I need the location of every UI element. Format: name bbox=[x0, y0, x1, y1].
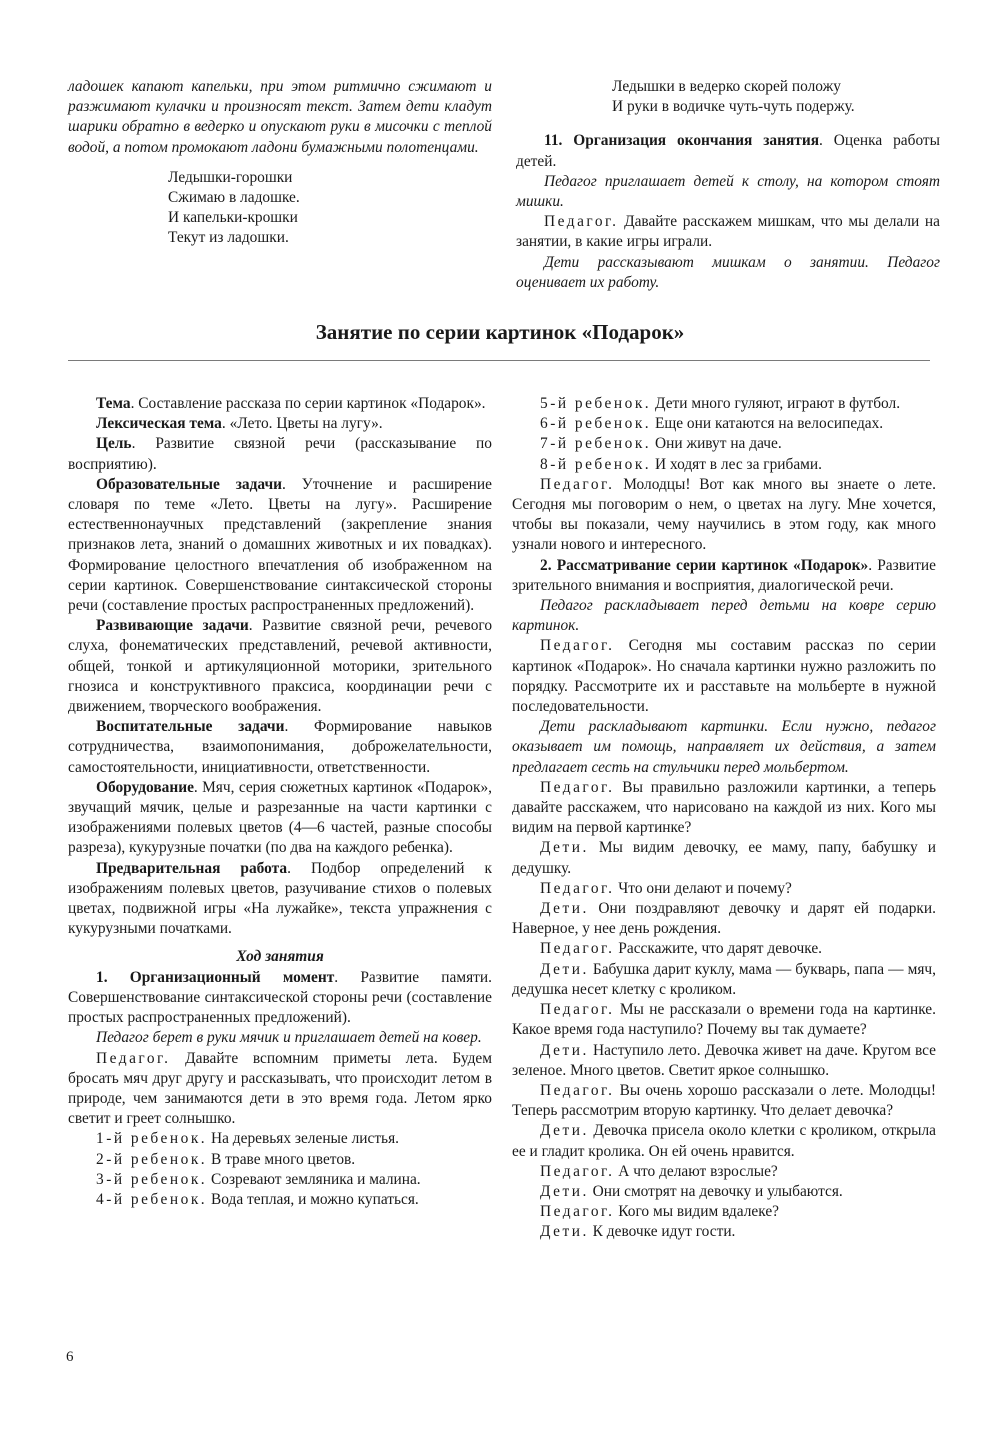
teacher-label: Педагог. bbox=[540, 940, 615, 958]
top-left-column bbox=[68, 77, 492, 249]
child-label: 5-й ребенок. bbox=[540, 395, 652, 412]
children-label: Дети. bbox=[540, 1041, 589, 1059]
child-text: Еще они катаются на велосипедах. bbox=[651, 415, 884, 433]
top-right-column bbox=[516, 77, 940, 293]
children-line bbox=[512, 899, 936, 939]
prep-label: Предварительная работа bbox=[96, 859, 288, 877]
child-label: 1-й ребенок. bbox=[96, 1130, 208, 1148]
teacher-line bbox=[512, 879, 936, 899]
step11-paragraph bbox=[516, 131, 940, 171]
stage-direction: Дети раскладывают картинки. Если нужно, педагог оказывает им помощь, направляет их действия, а затем предлагает сесть на стульчики перед мольбертом. bbox=[512, 718, 936, 776]
child-label: 3-й ребенок. bbox=[96, 1170, 208, 1188]
topic-label: Тема bbox=[96, 395, 131, 412]
prep-paragraph bbox=[68, 859, 492, 940]
children-line bbox=[512, 1041, 936, 1081]
section-title: Занятие по серии картинок «Подарок» bbox=[315, 320, 685, 344]
teacher-text: Вы правильно разложили картинки, а теперь давайте расскажем, что нарисовано на каждой из них. Кого мы видим на первой картинке? bbox=[512, 778, 936, 837]
divider bbox=[68, 360, 930, 361]
teacher-label: Педагог. bbox=[540, 1203, 615, 1221]
body-right-column bbox=[512, 394, 936, 1243]
children-text: Бабушка дарит куклу, мама — букварь, папа — мяч, дедушка несет клетку с кроликом. bbox=[512, 960, 936, 998]
teacher-text: Расскажите, что дарят девочке. bbox=[614, 940, 823, 958]
teacher-label: Педагог. bbox=[540, 1162, 615, 1180]
teacher-label: Педагог. bbox=[544, 213, 619, 231]
child-text: Дети много гуляют, играют в футбол. bbox=[651, 395, 901, 412]
dev-paragraph bbox=[68, 616, 492, 717]
teacher-line bbox=[512, 778, 936, 839]
edu-paragraph bbox=[68, 475, 492, 616]
course-heading: Ход занятия bbox=[236, 948, 324, 966]
children-text: Наступило лето. Девочка живет на даче. Кругом все зеленое. Много цветов. Светит яркое солнышко. bbox=[512, 1041, 936, 1079]
teacher-label: Педагог. bbox=[540, 1081, 615, 1099]
verse-line: И руки в водичке чуть-чуть подержу. bbox=[612, 98, 855, 116]
teacher-label: Педагог. bbox=[540, 637, 615, 655]
teacher-line bbox=[512, 1000, 936, 1040]
teacher-text: Что они делают и почему? bbox=[614, 879, 792, 897]
children-text: Они поздравляют девочку и дарят ей подарки. Наверное, у нее день рождения. bbox=[512, 900, 936, 938]
child-line bbox=[512, 394, 936, 414]
teacher-text: Давайте расскажем мишкам, что мы делали на занятии, в какие игры играли. bbox=[516, 213, 940, 251]
teacher-line bbox=[516, 212, 940, 252]
page-number: 6 bbox=[66, 1349, 74, 1365]
step1-paragraph bbox=[68, 968, 492, 1029]
body-left-column bbox=[68, 394, 492, 1210]
teacher-label: Педагог. bbox=[540, 1001, 615, 1019]
child-label: 6-й ребенок. bbox=[540, 415, 652, 433]
children-text: К девочке идут гости. bbox=[588, 1223, 736, 1241]
teacher-line bbox=[512, 1162, 936, 1182]
stage-direction: Педагог берет в руки мячик и приглашает детей на ковер. bbox=[96, 1029, 482, 1047]
verse-line: И капельки-крошки bbox=[168, 209, 298, 227]
verse-line: Текут из ладошки. bbox=[168, 229, 289, 247]
verse-line: Сжимаю в ладошке. bbox=[168, 189, 300, 207]
teacher-line bbox=[512, 1081, 936, 1121]
equipment-paragraph bbox=[68, 778, 492, 859]
children-line bbox=[512, 1222, 936, 1242]
teacher-text: Вы очень хорошо рассказали о лете. Молодцы! Теперь рассмотрим вторую картинку. Что делает девочка? bbox=[512, 1081, 936, 1120]
child-line bbox=[512, 455, 936, 475]
lexical-label: Лексическая тема bbox=[96, 415, 222, 433]
verse-line: Ледышки в ведерко скорей положу bbox=[612, 78, 841, 95]
verse-left bbox=[168, 168, 492, 249]
teacher-line bbox=[512, 1202, 936, 1222]
child-line bbox=[68, 1129, 492, 1149]
teacher-text: Молодцы! Вот как много вы знаете о лете. Сегодня мы поговорим о нем, о цветах на лугу. Мне хочется, чтобы вы показали, чему научились в этом году, как много узнали нового и интересного. bbox=[512, 475, 936, 554]
children-line bbox=[512, 960, 936, 1000]
step2-paragraph bbox=[512, 556, 936, 596]
child-line bbox=[68, 1190, 492, 1210]
teacher-text: Кого мы видим вдалеке? bbox=[614, 1203, 779, 1221]
child-line bbox=[68, 1150, 492, 1170]
children-label: Дети. bbox=[540, 1223, 589, 1241]
topic-text: . Составление рассказа по серии картинок «Подарок». bbox=[130, 395, 486, 412]
teacher-label: Педагог. bbox=[540, 879, 615, 897]
child-text: Они живут на даче. bbox=[651, 435, 782, 453]
child-text: В траве много цветов. bbox=[207, 1150, 356, 1168]
child-label: 2-й ребенок. bbox=[96, 1150, 208, 1168]
edu-text: . Уточнение и расширение словаря по теме «Лето. Цветы на лугу». Расширение естественнонаучных представлений (закрепление знания признаков лета, знаний о домашних животных и их повадках). Формирование целостного впечатления об изображенном на серии картинок. Совершенствование синтаксической стороны речи (составление простых распространенных предложений). bbox=[68, 475, 492, 615]
lexical-text: . «Лето. Цветы на лугу». bbox=[221, 415, 383, 433]
step11-title: 11. Организация окончания занятия bbox=[544, 132, 820, 150]
lexical-paragraph bbox=[68, 414, 492, 434]
equipment-text: . Мяч, серия сюжетных картинок «Подарок», звучащий мячик, целые и разрезанные на части картинки с изображениями полевых цветов (4—6 частей, разные способы разреза), кукурузные початки (по два на каждого ребенка). bbox=[68, 778, 492, 857]
stage-direction: Дети рассказывают мишкам о занятии. Педагог оценивает их работу. bbox=[516, 253, 940, 291]
children-line bbox=[512, 1121, 936, 1161]
child-text: На деревьях зеленые листья. bbox=[207, 1130, 399, 1148]
child-text: И ходят в лес за грибами. bbox=[651, 455, 822, 473]
teacher-text: Давайте вспомним приметы лета. Будем бросать мяч друг другу и рассказывать, что происходит летом в природе, чем занимаются дети в это время года. Летом ярко светит и греет солнышко. bbox=[68, 1049, 492, 1128]
child-label: 7-й ребенок. bbox=[540, 435, 652, 453]
dev-text: . Развитие связной речи, речевого слуха, фонематических представлений, речевой активности, общей, тонкой и артикуляционной моторики, зрительного гнозиса и конструктивного праксиса, координации речи с движением, творческого воображения. bbox=[68, 617, 493, 716]
children-label: Дети. bbox=[540, 839, 589, 857]
goal-text: . Развитие связной речи (рассказывание по восприятию). bbox=[68, 435, 492, 473]
children-text: Они смотрят на девочку и улыбаются. bbox=[588, 1182, 843, 1200]
child-label: 8-й ребенок. bbox=[540, 455, 652, 473]
step2-title: 2. Рассматривание серии картинок «Подарок» bbox=[540, 556, 869, 574]
step1-title: 1. Организационный момент bbox=[96, 968, 335, 986]
children-line bbox=[512, 838, 936, 878]
child-label: 4-й ребенок. bbox=[96, 1190, 208, 1208]
teacher-line bbox=[68, 1049, 492, 1130]
verse-right bbox=[612, 77, 940, 117]
teacher-line bbox=[512, 939, 936, 959]
children-label: Дети. bbox=[540, 960, 589, 978]
teacher-line bbox=[512, 475, 936, 556]
teacher-text: А что делают взрослые? bbox=[614, 1162, 778, 1180]
children-label: Дети. bbox=[540, 1122, 589, 1140]
teacher-label: Педагог. bbox=[96, 1049, 171, 1067]
children-label: Дети. bbox=[540, 900, 589, 918]
intro-paragraph: ладошек капают капельки, при этом ритмично сжимают и разжимают кулачки и произносят текст. Затем дети кладут шарики обратно в ведерко и опускают руки в мисочки с теплой водой, а потом промокают ладони бумажными полотенцами. bbox=[68, 78, 492, 156]
upbringing-paragraph bbox=[68, 717, 492, 778]
children-line bbox=[512, 1182, 936, 1202]
stage-direction: Педагог раскладывает перед детьми на ковре серию картинок. bbox=[512, 597, 936, 635]
verse-line: Ледышки-горошки bbox=[168, 168, 293, 186]
children-text: Мы видим девочку, ее маму, папу, бабушку и дедушку. bbox=[512, 839, 936, 877]
stage-direction: Педагог приглашает детей к столу, на котором стоят мишки. bbox=[516, 172, 940, 211]
dev-label: Развивающие задачи bbox=[96, 617, 249, 635]
children-text: Девочка присела около клетки с кроликом, открыла ее и гладит кролика. Он ей очень нравится. bbox=[512, 1122, 936, 1160]
goal-paragraph bbox=[68, 434, 492, 474]
child-text: Созревают земляника и малина. bbox=[207, 1170, 421, 1188]
step11-text: . Оценка работы детей. bbox=[516, 132, 940, 170]
child-text: Вода теплая, и можно купаться. bbox=[207, 1190, 419, 1208]
step1-text: . Развитие памяти. Совершенствование синтаксической стороны речи (составление простых распространенных предложений). bbox=[68, 968, 492, 1027]
teacher-label: Педагог. bbox=[540, 475, 615, 493]
edu-label: Образовательные задачи bbox=[96, 475, 283, 493]
teacher-text: Мы не рассказали о времени года на картинке. Какое время года наступило? Почему вы так думаете? bbox=[512, 1001, 936, 1039]
upbringing-text: . Формирование навыков сотрудничества, взаимопонимания, доброжелательности, самостоятельности, инициативности, ответственности. bbox=[68, 718, 493, 776]
child-line bbox=[512, 434, 936, 454]
children-label: Дети. bbox=[540, 1182, 589, 1200]
goal-label: Цель bbox=[96, 435, 132, 453]
topic-paragraph bbox=[68, 394, 492, 414]
upbringing-label: Воспитательные задачи bbox=[96, 718, 285, 736]
step2-text: . Развитие зрительного внимания и восприятия, диалогической речи. bbox=[512, 556, 936, 594]
teacher-text: Сегодня мы составим рассказ по серии картинок «Подарок». Но сначала картинки нужно разложить по порядку. Рассмотрите их и расставьте на мольберте в нужной последовательности. bbox=[512, 637, 936, 716]
teacher-line bbox=[512, 636, 936, 717]
teacher-label: Педагог. bbox=[540, 778, 615, 796]
child-line bbox=[68, 1170, 492, 1190]
equipment-label: Оборудование bbox=[96, 778, 194, 796]
child-line bbox=[512, 414, 936, 434]
prep-text: . Подбор определений к изображениям полевых цветов, разучивание стихов о полевых цветах, подвижной игры «На лужайке», текста упражнения с кукурузными початками. bbox=[68, 859, 492, 938]
